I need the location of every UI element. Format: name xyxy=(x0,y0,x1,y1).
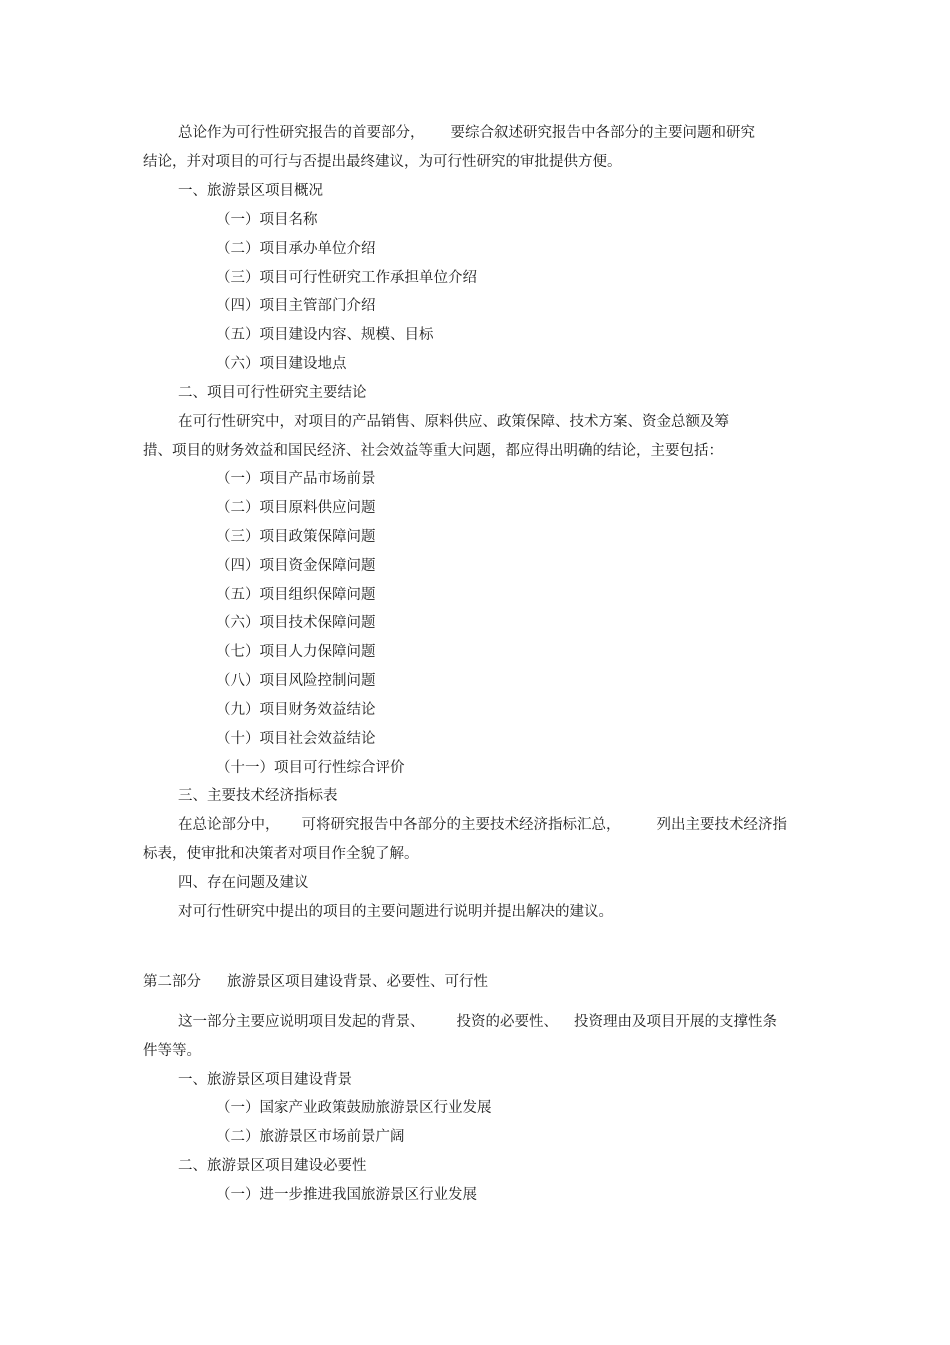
list-item: （五）项目组织保障问题 xyxy=(216,587,376,603)
list-item: （七）项目人力保障问题 xyxy=(216,644,376,660)
list-item: （六）项目建设地点 xyxy=(216,356,347,372)
part-two-number: 第二部分 xyxy=(143,974,201,990)
indicator-paragraph-line-1 xyxy=(178,816,787,834)
intro-text-b: 要综合叙述研究报告中各部分的主要问题和研究 xyxy=(450,125,755,141)
section-heading-1: 一、旅游景区项目概况 xyxy=(178,183,323,199)
indicator-text-a: 在总论部分中， xyxy=(178,817,280,833)
list-item: （一）进一步推进我国旅游景区行业发展 xyxy=(216,1187,477,1203)
list-item: （四）项目主管部门介绍 xyxy=(216,298,376,314)
list-item: （四）项目资金保障问题 xyxy=(216,558,376,574)
indicator-text-b: 可将研究报告中各部分的主要技术经济指标汇总， xyxy=(301,817,621,833)
list-item: （十）项目社会效益结论 xyxy=(216,731,376,747)
background-text-a: 这一部分主要应说明项目发起的背景、 xyxy=(178,1014,425,1030)
part-two-title: 旅游景区项目建设背景、必要性、可行性 xyxy=(227,974,488,990)
list-item: （二）项目原料供应问题 xyxy=(216,500,376,516)
section-heading-2: 二、项目可行性研究主要结论 xyxy=(178,385,367,401)
indicator-text-c: 列出主要技术经济指 xyxy=(656,817,787,833)
list-item: （一）国家产业政策鼓励旅游景区行业发展 xyxy=(216,1100,492,1116)
list-item: （一）项目名称 xyxy=(216,212,318,228)
intro-paragraph-line-1 xyxy=(178,124,755,142)
conclusion-paragraph-line-2: 措、项目的财务效益和国民经济、社会效益等重大问题，都应得出明确的结论，主要包括： xyxy=(143,443,723,459)
list-item: （十一）项目可行性综合评价 xyxy=(216,760,405,776)
list-item: （三）项目政策保障问题 xyxy=(216,529,376,545)
part-two-heading xyxy=(143,973,488,991)
section-heading-6: 二、旅游景区项目建设必要性 xyxy=(178,1158,367,1174)
problems-paragraph: 对可行性研究中提出的项目的主要问题进行说明并提出解决的建议。 xyxy=(178,904,613,920)
list-item: （六）项目技术保障问题 xyxy=(216,615,376,631)
intro-paragraph-line-2: 结论，并对项目的可行与否提出最终建议，为可行性研究的审批提供方便。 xyxy=(143,154,622,170)
background-paragraph-line-1 xyxy=(178,1013,777,1031)
list-item: （八）项目风险控制问题 xyxy=(216,673,376,689)
intro-text-a: 总论作为可行性研究报告的首要部分， xyxy=(178,125,425,141)
list-item: （二）旅游景区市场前景广阔 xyxy=(216,1129,405,1145)
section-heading-5: 一、旅游景区项目建设背景 xyxy=(178,1072,352,1088)
background-text-b: 投资的必要性、 xyxy=(456,1014,558,1030)
list-item: （九）项目财务效益结论 xyxy=(216,702,376,718)
background-paragraph-line-2: 件等等。 xyxy=(143,1043,201,1059)
list-item: （五）项目建设内容、规模、目标 xyxy=(216,327,434,343)
list-item: （一）项目产品市场前景 xyxy=(216,471,376,487)
section-heading-3: 三、主要技术经济指标表 xyxy=(178,788,338,804)
list-item: （二）项目承办单位介绍 xyxy=(216,241,376,257)
background-text-c: 投资理由及项目开展的支撑性条 xyxy=(574,1014,777,1030)
indicator-paragraph-line-2: 标表，使审批和决策者对项目作全貌了解。 xyxy=(143,846,419,862)
conclusion-paragraph-line-1: 在可行性研究中，对项目的产品销售、原料供应、政策保障、技术方案、资金总额及筹 xyxy=(178,414,729,430)
list-item: （三）项目可行性研究工作承担单位介绍 xyxy=(216,270,477,286)
section-heading-4: 四、存在问题及建议 xyxy=(178,875,309,891)
